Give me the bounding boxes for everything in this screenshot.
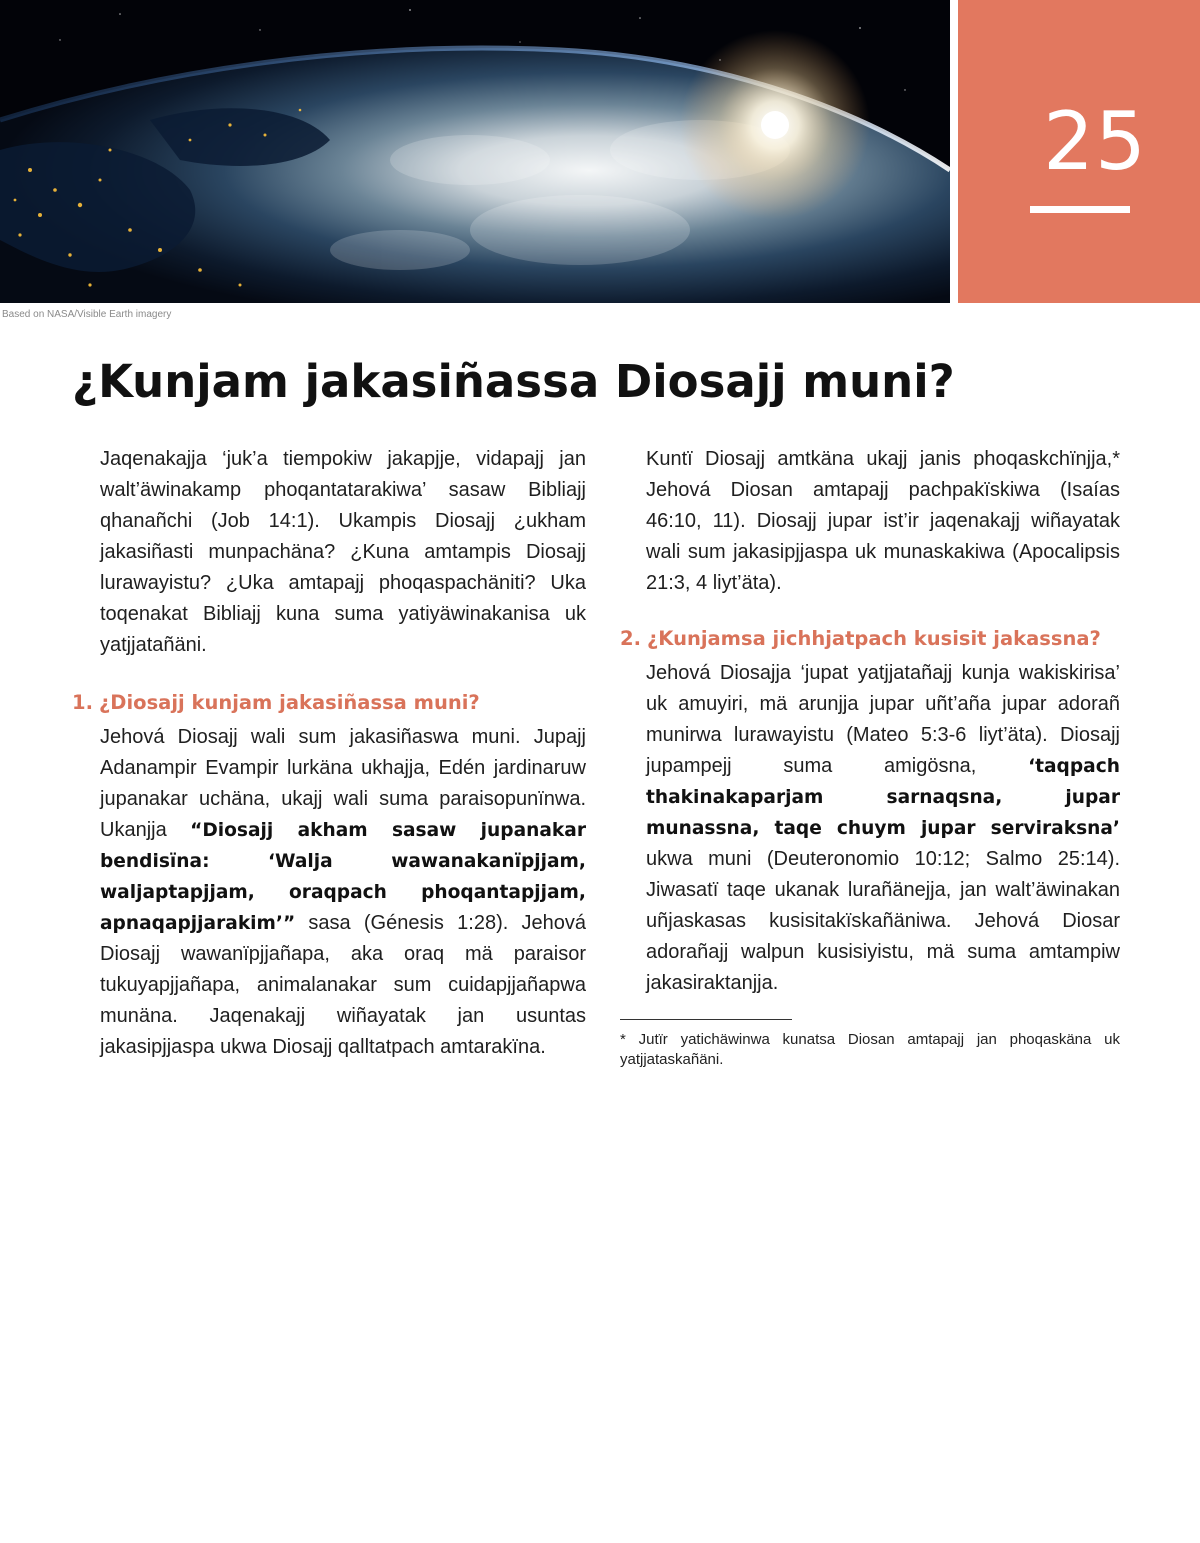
section-1-text-b: sasa (Génesis 1:28). Jehová Diosajj wawanïpjjañapa, aka oraq mä paraisor tukuyapjjañapa, animalanakar sum cuidapjjañapwa munäna. Jaqenakajj wiñayatak jan usuntas jakasipjjaspa ukwa Diosajj qalltatpach amtarakïna. — [100, 912, 586, 1058]
continuation-paragraph: Kuntï Diosajj amtkäna ukajj janis phoqaskchïnjja,* Jehová Diosan amtapajj pachpakïskiwa (Isaías 46:10, 11). Diosajj jupar ist’ir jaqenakajj wiñayatak wali sum jakasipjjaspa uk munaskakiwa (Apocalipsis 21:3, 4 liyt’äta). — [646, 448, 1120, 594]
lesson-number-box — [958, 0, 1200, 303]
page-title: ¿Kunjam jakasiñassa Diosajj muni? — [72, 355, 955, 408]
intro-paragraph: Jaqenakajja ‘juk’a tiempokiw jakapjje, vidapajj jan walt’äwinakamp phoqantatarakiwa’ sasaw Bibliajj qhanañchi (Job 14:1). Ukampis Diosajj ¿ukham jakasiñasti munpachäna? ¿Kuna amtampis Diosajj lurawayistu? ¿Uka amtapajj phoqaspachäniti? Uka toqenakat Bibliajj kuna suma yatiyäwinakanisa uk yatjjatañäni. — [100, 448, 586, 656]
section-2-heading — [620, 623, 1120, 654]
lesson-number: 25 — [1043, 95, 1147, 188]
footnote-divider — [620, 1019, 792, 1020]
section-1-paragraph — [100, 722, 586, 1063]
section-2-paragraph — [646, 658, 1120, 999]
section-1-number: 1. — [72, 691, 93, 714]
section-2-number: 2. — [620, 627, 641, 650]
earth-from-space-photo — [0, 0, 950, 303]
section-1-text-a: Jehová Diosajj wali sum jakasiñaswa muni. Jupajj Adanampir Evampir lurkäna ukhajja, Edén jardinaruw jupanakar uchäna, ukajj wali suma paraisopunïnwa. Ukanjja — [100, 726, 586, 841]
left-column — [72, 444, 586, 1063]
section-2-heading-text: ¿Kunjamsa jichhjatpach kusisit jakassna? — [646, 627, 1101, 650]
footnote: * Jutïr yatichäwinwa kunatsa Diosan amtapajj jan phoqaskäna uk yatjjataskañäni. — [620, 1031, 1120, 1068]
section-1-heading — [72, 687, 586, 718]
section-2-bold-quote: ‘taqpach thakinakaparjam sarnaqsna, jupar munassna, taqe chuym jupar serviraksna’ — [646, 756, 1120, 839]
section-1-bold-quote: “Diosajj akham sasaw jupanakar bendisïna: ‘Walja wawanakanïpjjam, waljaptapjjam, oraqpach phoqantapjjam, apnaqapjjarakim’” — [100, 820, 586, 934]
lesson-number-underline — [1030, 206, 1130, 213]
right-column — [620, 444, 1120, 1070]
section-1-heading-text: ¿Diosajj kunjam jakasiñassa muni? — [98, 691, 480, 714]
section-2-text-b: ukwa muni (Deuteronomio 10:12; Salmo 25:14). Jiwasatï taqe ukanak lurañänejja, jan walt’äwinakan uñjaskasas kusisitakïskañäniwa. Jehová Diosar adorañajj walpun kusisiyistu, mä suma amtampiw jakasiraktanjja. — [646, 848, 1120, 994]
image-credit: Based on NASA/Visible Earth imagery — [2, 309, 172, 320]
section-2-text-a: Jehová Diosajja ‘jupat yatjjatañajj kunja wakiskirisa’ uk amuyiri, mä arunjja jupar uñt’aña jupar adorañ munirwa lurawayistu (Mateo 5:3-6 liyt’äta). Diosajj jupampejj suma amigösna, — [646, 662, 1120, 777]
